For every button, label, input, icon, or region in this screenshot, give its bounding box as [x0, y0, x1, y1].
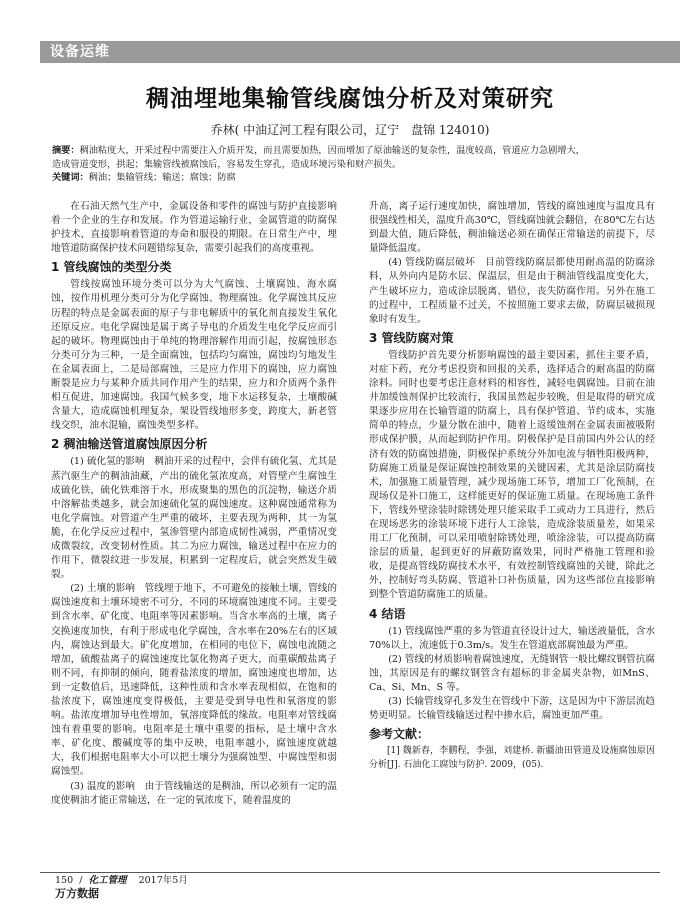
conclusion-2: (2) 管线的材质影响着腐蚀速度，无缝钢管一般比螺纹钢管抗腐蚀，其原因是有的螺纹钢管含有超标的非金属夹杂物，如MnS、Ca、Si、Mn、S 等。 — [369, 653, 655, 693]
section-1-paragraph: 管线按腐蚀环境分类可以分为大气腐蚀、土壤腐蚀、海水腐蚀，按作用机理分类可分为化学腐蚀、物理腐蚀。化学腐蚀其反应历程的特点是金属表面的原子与非电解质中的氧化剂直接发生氧化还原反应。电化学腐蚀是属于离子导电的介质发生电化学反应而引起的破坏。物理腐蚀由于单纯的物理溶解作用而引起，按腐蚀形态分类可分为三种，一是全面腐蚀，包括均匀腐蚀，腐蚀均匀地发生在金属表面上，二是局部腐蚀，三是应力作用下的腐蚀，应力腐蚀断裂是应力与某种介质共同作用产生的结果，应力和介质两个条件相互促进，加速腐蚀。我国气候多变，地下水运移复杂，土壤酸碱含量大，造成腐蚀机理复杂，架设管线地形多变，跨度大，新老管线交织，油水混输，腐蚀类型多样。 — [51, 279, 337, 432]
conclusion-3: (3) 长输管线穿孔多发生在管线中下游，这是因为中下游层流趋势更明显。长输管线输送过程中掺水后，腐蚀更加严重。 — [369, 696, 655, 722]
article-title: 稠油埋地集输管线腐蚀分析及对策研究 — [146, 86, 554, 112]
section-2-paragraph-1: (1) 硫化氢的影响 稠油开采的过程中，会伴有硫化氢、尤其是蒸汽驱生产的稠油油藏，产出的硫化氢浓度高，对管壁产生腐蚀生成硫化铁，硫化铁难溶于水，形成聚集的黑色的沉淀物，输送介质中溶解盐类越多，就会加速硫化氢的腐蚀速度。这种腐蚀通常称为电化学腐蚀。对管道产生严重的破坏，主要表现为两种，其一为氢脆，在化学反应过程中，氢渗管壁内部造成韧性减弱，严重情况变成微裂纹，改变韧材性质。其二为应力腐蚀，输送过程中在应力的作用下，微裂纹进一步发展，积累到一定程度后，就会突然发生破裂。 — [51, 456, 337, 581]
left-column — [51, 200, 337, 808]
keywords-line — [52, 171, 654, 185]
abstract-text-1: 稠油粘度大，开采过程中需要注入介质开发，而且需要加热，因而增加了原油输送的复杂性，温度较高，管道应力急剧增大， — [79, 145, 585, 156]
section-1-heading: 1 管线腐蚀的类型分类 — [51, 260, 172, 275]
abstract-label: 摘要： — [52, 145, 80, 156]
section-header-band — [40, 41, 680, 63]
abstract-block — [52, 144, 654, 185]
section-4-heading: 4 结语 — [369, 606, 406, 621]
keywords-label: 关键词： — [52, 172, 89, 183]
intro-paragraph: 在石油天然气生产中，金属设备和零件的腐蚀与防护直接影响着一个企业的生存和发展。作为管道运输行业，金属管道的防腐保护技术，直接影响着管道的寿命和服役的期限。在日常生产中，埋地管道防腐保护技术问题错综复杂，需要引起我们的高度重视。 — [51, 201, 337, 255]
section-3-heading: 3 管线防腐对策 — [369, 330, 454, 345]
section-3-paragraph: 管线防护首先要分析影响腐蚀的最主要因素，抓住主要矛盾，对症下药，充分考虑投资和回报的关系，选择适合的耐高温的防腐涂料。同时也要考虑注意材料的相容性，减轻电偶腐蚀。目前在油井加缓蚀剂保护比较流行，我国虽然起步较晚，但是取得的研究成果逐步应用在长输管道的防腐上，具有保护管道、节约成本，实施简单的特点，少量分散在油中，随着上返缓蚀剂在金属表面被吸附形成保护膜，从而起到防护作用。阴极保护是目前国内外公认的经济有效的防腐蚀措施，阴极保护系统分外加电流与牺牲阳极两种，防腐施工质量是保证腐蚀控制效果的关键因素，尤其是涂层防腐技术，加强施工质量管理，减少现场施工环节，增加工厂化预制，在现场仅是补口施工，这样能更好的保证施工质量。在现场施工条件下，管线外壁涂装时除锈处理只能采取手工或动力工具进行，然后在现场恶劣的涂装环境下进行人工涂装，造成涂装质量差，如果采用工厂化预制，可以采用喷射除锈处理，喷涂涂装，可以提高防腐涂层的质量，起到更好的屏蔽防腐效果，同时严格施工管理和验收，是提高管线防腐技术水平，有效控制管线腐蚀的关键，除此之外，控制好弯头防腐、管道补口补伤质量，因为这些部位直接影响到整个管道防腐施工的质量。 — [369, 349, 655, 601]
footer-divider — [40, 872, 660, 873]
section-2-paragraph-4: (4) 管线防腐层破坏 目前管线防腐层都使用耐高温的防腐涂料，从外向内是防水层、保温层，但是由于稠油管线温度变化大，产生破坏应力，造成涂层脱离、错位，丧失防腐作用。另外在施工的过程中，工程质量不过关，不按照施工要求去做，防腐层破损现象时有发生。 — [369, 257, 655, 325]
abstract-line-2: 造成管道变形，拱起；集输管线被腐蚀后，容易发生穿孔，造成环境污染和财产损失。 — [52, 158, 402, 170]
footer-info: 150 / 化工管理 2017年5月 — [55, 875, 188, 886]
author-line: 乔林( 中油辽河工程有限公司，辽宁 盘锦 124010) — [210, 123, 490, 137]
keywords-text: 稠油；集输管线；输送；腐蚀；防腐 — [88, 172, 236, 183]
source-watermark: 万方数据 — [55, 887, 99, 900]
conclusion-1: (1) 管线腐蚀严重的多为管道直径设计过大，输送液量低，含水70%以上，流速低于0.3m/s。发生在管道底部腐蚀最为严重。 — [369, 625, 655, 651]
continued-paragraph: 升高，离子运行速度加快，腐蚀增加，管线的腐蚀速度与温度具有很强线性相关，温度升高30℃，管线腐蚀就会翻倍，在80℃左右达到最大值，随后降低，稠油输送必须在确保正常输送的前提下，尽量降低温度。 — [369, 201, 655, 255]
section-header-label: 设备运维 — [50, 44, 110, 60]
references-heading: 参考文献： — [369, 727, 430, 742]
abstract-line-1 — [52, 144, 654, 158]
issue-date: 2017年5月 — [138, 875, 188, 886]
right-column — [369, 200, 655, 772]
section-2-heading: 2 稠油输送管道腐蚀原因分析 — [51, 437, 208, 452]
journal-name: 化工管理 — [88, 875, 127, 886]
section-2-paragraph-3: (3) 温度的影响 由于管线输送的是稠油，所以必须有一定的温度使稠油才能正常输送，在一定的氧浓度下，随着温度的 — [51, 780, 337, 806]
section-2-paragraph-2: (2) 土壤的影响 管线埋于地下，不可避免的接触土壤，管线的腐蚀速度和土壤环境密不可分，不同的环境腐蚀速度不同。主要受到含水率、矿化度、电阻率等因素影响。当含水率高的土壤，离子交换速度加快，有利于形成电化学腐蚀，含水率在20%左右的区域内，腐蚀达到最大。矿化度增加，在相同的电位下，腐蚀电流随之增加，硫酸盐离子的腐蚀速度比氯化物离子更大，而重碳酸盐离子则不同，有抑制的倾向，随着盐浓度的增加，腐蚀速度也增加，达到一定数值后，迅速降低，这种性质和含水率表现相似，在饱和的盐浓度下，腐蚀速度变得极低，主要是受到导电性和氧溶度的影响。盐浓度增加导电性增加，氧溶度降低的缘故。电阻率对管线腐蚀有着重要的影响。电阻率是土壤中重要的指标，是土壤中含水率、矿化度、酸碱度等的集中反映，电阻率越小，腐蚀速度就越大，我们根据电阻率大小可以把土壤分为强腐蚀型、中腐蚀型和弱腐蚀型。 — [51, 583, 337, 778]
reference-1: [1] 魏新春，李鹏程，李强，刘建桥. 新疆油田管道及设施腐蚀原因分析[J]. 石油化工腐蚀与防护. 2009，(05). — [369, 746, 655, 770]
page-number: 150 — [55, 875, 74, 886]
